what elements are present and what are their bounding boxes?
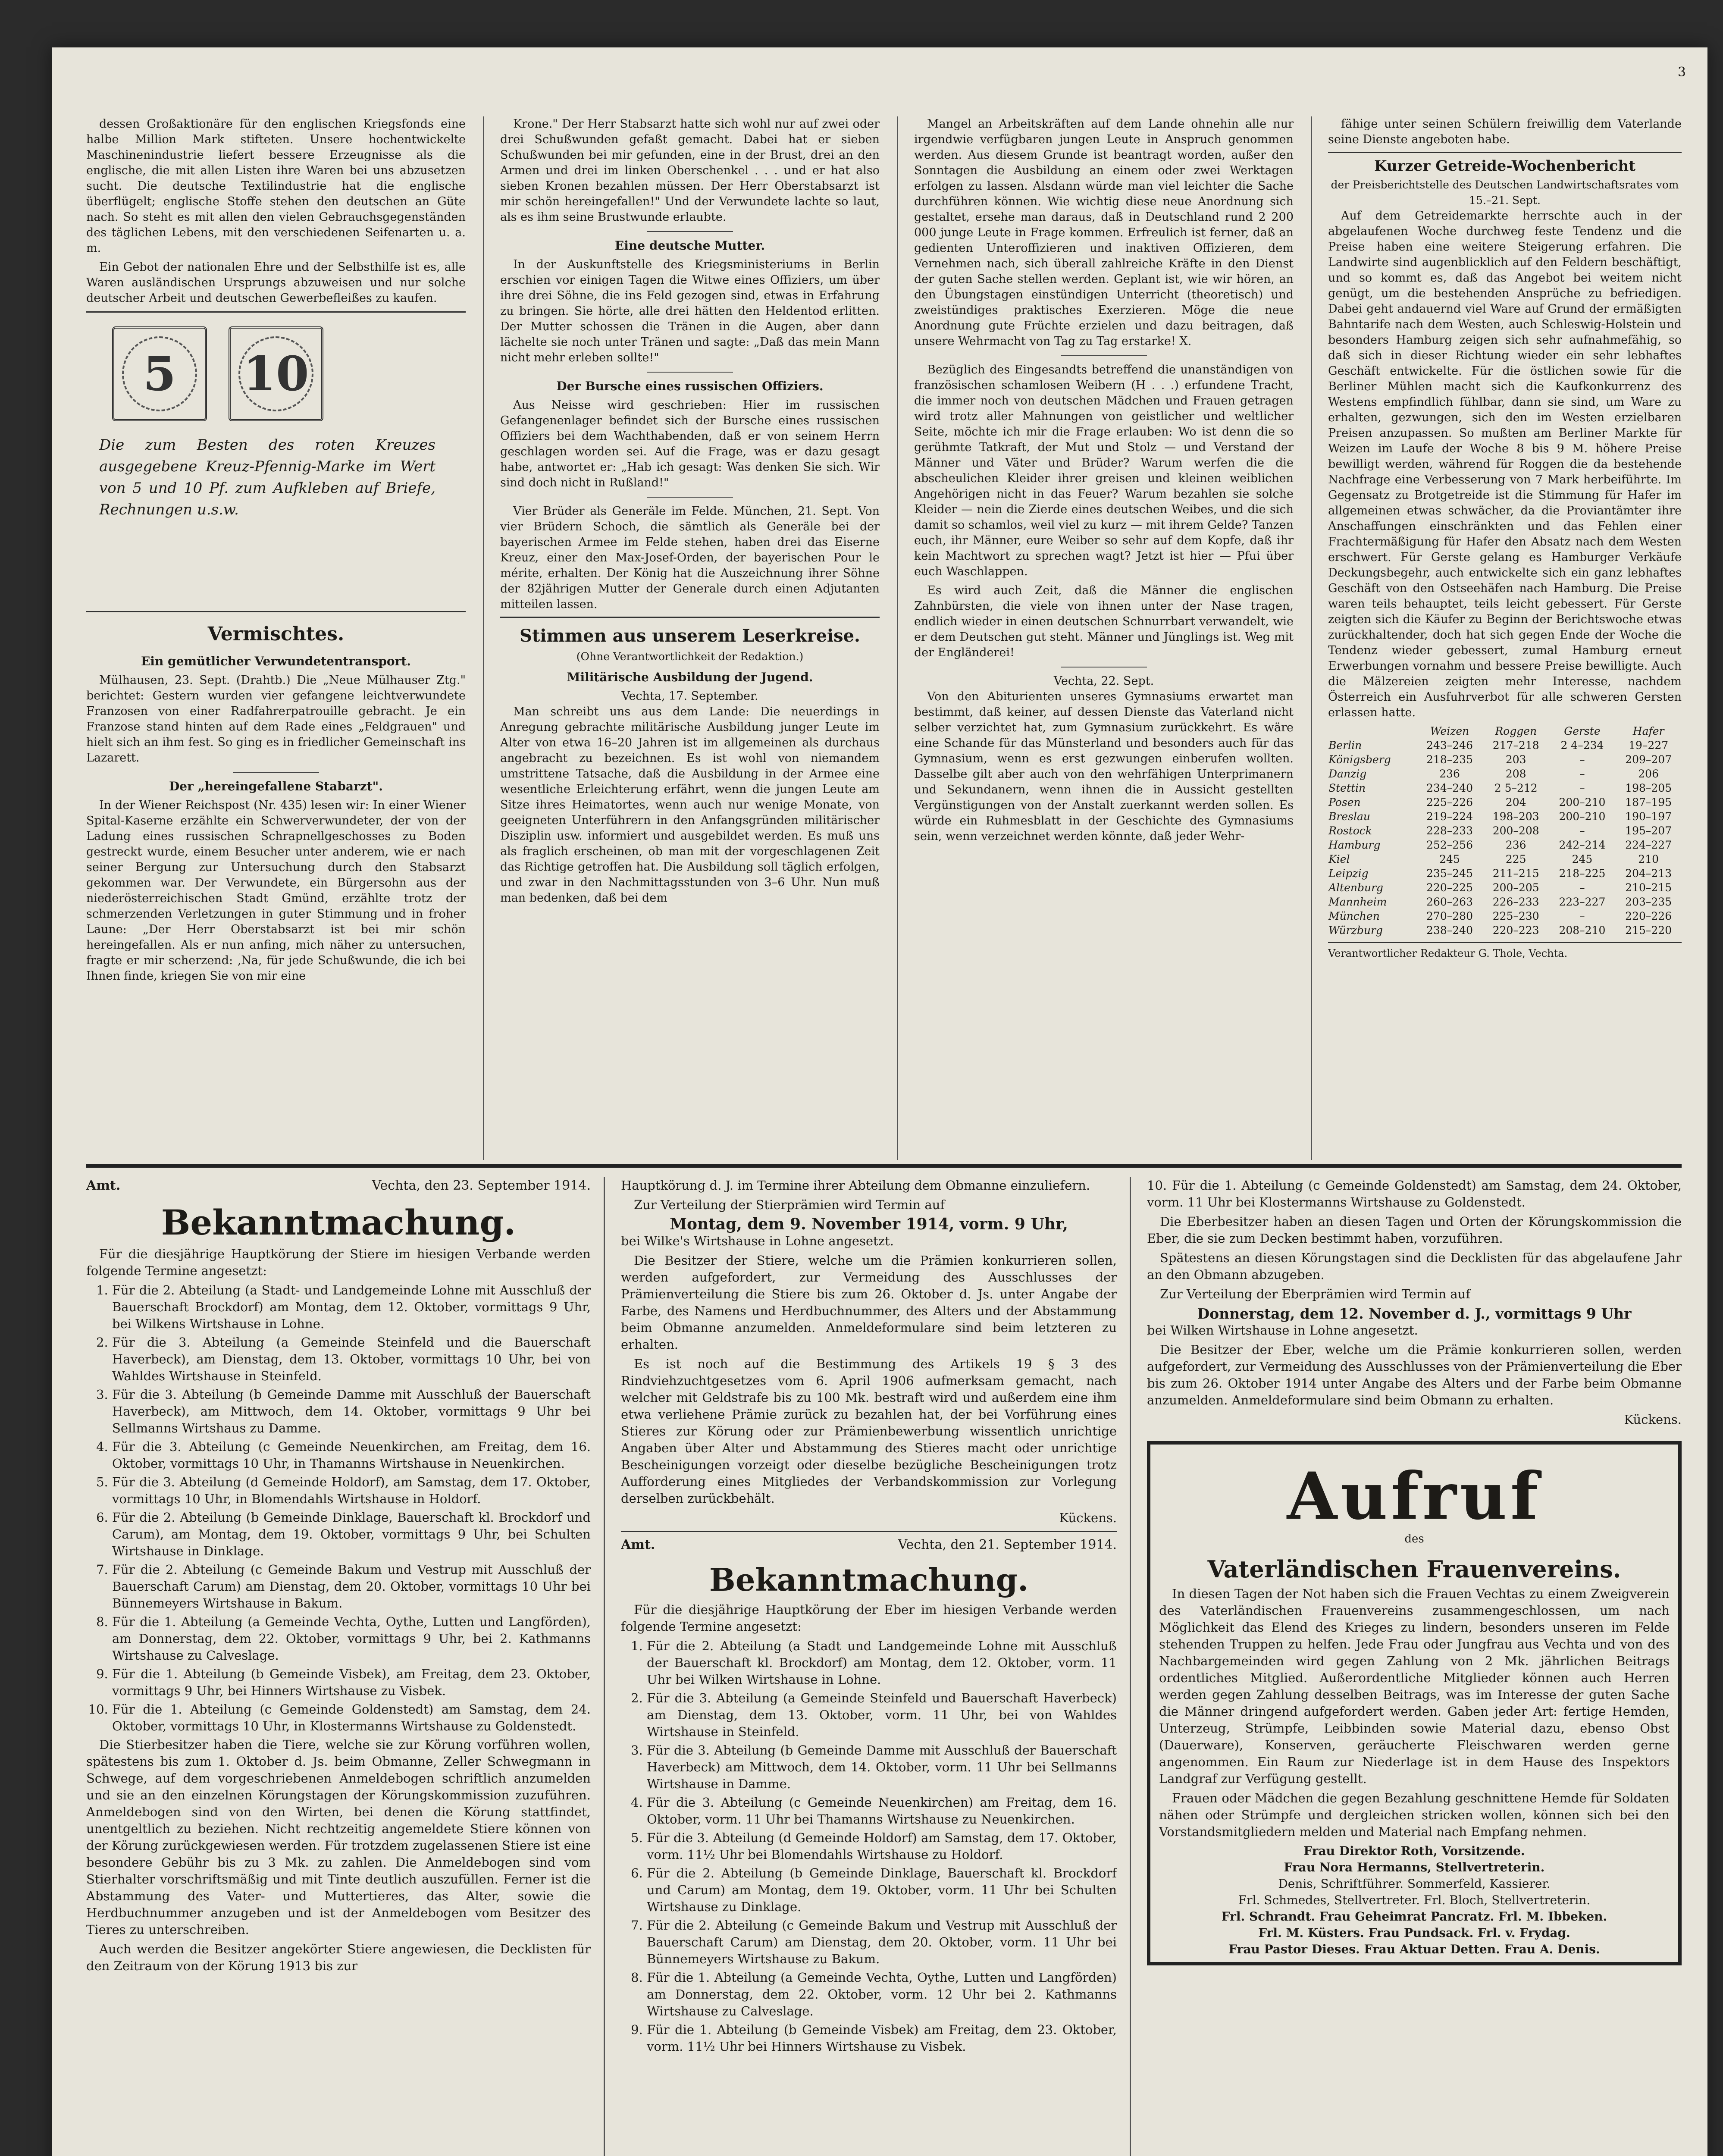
city-cell: Mannheim [1328, 896, 1387, 908]
aufruf-text: In diesen Tagen der Not haben sich die Frauen Vechtas zu einem Zweigverein des Vaterländischen Frauenvereins zusammengeschlossen, um nach Möglichkeit das Elend des Krieges zu lindern, besonders unseren im Felde stehenden Truppen zu helfen. Jede Frau oder Jungfrau aus Vechta und von des Nachbargemeinden wird gegen Zahlung von 2 Mk. jährlichen Beitrags ordentliches Mitglied. Außerordentliche Mitglieder können auch Herren werden gegen Zahlung desselben Beitrags, was im Interesse der guten Sache die Männer dringend aufgefordert werden. Gaben jeder Art: fertige Hemden, Unterzeug, Strümpfe, Leibbinden sowie Material dazu, ebenso Obst (Dauerware), Konserven, geräucherte Fleischwaren werden gerne angenommen. Ein Raum zur Niederlage ist in dem Hause des Inspektors Landgraf zur Verfügung gestellt. [1159, 1586, 1670, 1786]
notice-list [86, 1282, 591, 1735]
grain-price-table [1328, 724, 1682, 937]
article-dateline: Vechta, 17. September. [621, 689, 758, 703]
price-cell: 225 [1505, 853, 1526, 865]
price-cell: – [1579, 753, 1585, 766]
table-header: Hafer [1632, 725, 1664, 737]
city-cell: Danzig [1328, 768, 1367, 780]
aufruf-verein: Vaterländischen Frauenvereins. [1207, 1555, 1621, 1583]
divider [500, 617, 880, 618]
price-cell: 225–230 [1492, 910, 1539, 922]
price-cell: 234–240 [1426, 782, 1473, 794]
price-cell: 190–197 [1625, 810, 1672, 823]
section-heading: Stimmen aus unserem Leserkreise. [520, 626, 860, 646]
price-cell: 198–205 [1625, 782, 1672, 794]
table-row [1328, 824, 1682, 838]
notice-text: Zur Verteilung der Stierprämien wird Termin auf [634, 1197, 945, 1212]
price-cell: 245 [1572, 853, 1593, 865]
notice-list-item: 5. Für die 3. Abteilung (d Gemeinde Holdorf), am Samstag, dem 17. Oktober, vormittags 10 Uhr, in Blomendahls Wirtshause in Holdorf. [112, 1474, 591, 1507]
article-heading: Militärische Ausbildung der Jugend. [567, 670, 813, 684]
notice-date-emphasis: Montag, dem 9. November 1914, vorm. 9 Uhr, [670, 1215, 1068, 1233]
price-cell: 208–210 [1559, 924, 1606, 937]
notice-text: Die Besitzer der Eber, welche um die Prämie konkurrieren sollen, werden aufgefordert, zur Vermeidung des Ausschlusses von der Prämienverteilung die Eber bis zum 26. Oktober 1914 unter Angabe des Alters und der Farbe beim Obmanne anzumelden. Anmeldeformulare sind beim Obmann zu erhalten. [1147, 1342, 1682, 1407]
aufruf-signatory: Denis, Schriftführer. Sommerfeld, Kassierer. [1278, 1877, 1551, 1891]
price-cell: 260–263 [1426, 896, 1473, 908]
table-body [1328, 738, 1682, 937]
city-cell: Stettin [1328, 782, 1366, 794]
table-row [1328, 866, 1682, 881]
divider [1328, 942, 1682, 943]
notice-title: Bekanntmachung. [709, 1561, 1029, 1598]
article-heading: Eine deutsche Mutter. [614, 238, 765, 253]
table-header: Weizen [1430, 725, 1469, 737]
price-cell: 204–213 [1625, 867, 1672, 880]
city-cell: Kiel [1328, 853, 1350, 865]
price-cell: 218–235 [1426, 753, 1473, 766]
price-cell: 219–224 [1426, 810, 1473, 823]
notice-text: bei Wilke's Wirtshause in Lohne angesetzt. [621, 1234, 894, 1248]
city-cell: Königsberg [1328, 753, 1391, 766]
section-heading: Kurzer Getreide-Wochenbericht [1374, 157, 1635, 175]
price-cell: 195–207 [1625, 824, 1672, 837]
article-text: Man schreibt uns aus dem Lande: Die neuerdings in Anregung gebrachte militärische Ausbildung junger Leute im Alter von etwa 16–20 Jahren ist im allgemeinen als durchaus angebracht zu bezeichnen. Es ist wohl von niemandem umstrittene Tatsache, daß die Ausbildung in der Armee eine wesentliche Erleichterung erfährt, wenn die jungen Leute am Sitze ihres Heimatortes, wenn auch nur wenige Monate, von geeigneten Unterführern in den Anfangsgründen militärischer Disziplin usw. informiert und ausgebildet werden. Es muß uns als fraglich erscheinen, ob man mit der vorgeschlagenen Zeit das Richtige getroffen hat. Die Ausbildung soll täglich erfolgen, und zwar in den Nachmittagsstunden von 3–6 Uhr. Nun muß man bedenken, daß bei dem [500, 705, 880, 905]
table-header [1328, 724, 1416, 738]
notice-header [621, 1536, 1117, 1553]
newspaper-page [52, 47, 1707, 2156]
stamp-ring [122, 336, 197, 411]
notice-list-item: 4. Für die 3. Abteilung (c Gemeinde Neuenkirchen, am Freitag, dem 16. Oktober, vormittags 10 Uhr, in Thamanns Wirtshause in Neuenkirchen. [112, 1438, 591, 1472]
article-text: Krone." Der Herr Stabsarzt hatte sich wohl nur auf zwei oder drei Schußwunden gefaßt gemacht. Dabei hat er sieben Schußwunden bei mir gefunden, eine in der Brust, drei an den Armen und drei im linken Oberschenkel . . . und er hat also sieben Kronen bezahlen müssen. Der Herr Oberstabsarzt ist mir schön hereingefallen!" Und der Verwundete lachte so laut, als es ihm seine Brustwunde erlaubte. [500, 117, 880, 224]
notice-list-item: 7. Für die 2. Abteilung (c Gemeinde Bakum und Vestrup mit Ausschluß der Bauerschaft Carum) am Dienstag, dem 20. Oktober, vormittags 10 Uhr bei Bünnemeyers Wirtshause in Bakum. [112, 1561, 591, 1612]
article-text: In der Wiener Reichspost (Nr. 435) lesen wir: In einer Wiener Spital-Kaserne erzählte ein Schwerverwundeter, der von der Ladung eines russischen Schrapnellgeschosses zu Boden gestreckt wurde, einem Besucher unter anderem, wie er nach seiner Bergung zur Untersuchung durch den Stabsarzt gekommen war. Der Verwundete, ein Bürgersohn aus der niederösterreichischen Stadt Gmünd, erzählte trotz der schmerzenden Verletzungen in guter Stimmung und in froher Laune: „Der Herr Oberstabsarzt ist bei mir schön hereingefallen. Als er nun anfing, mich näher zu untersuchen, fragte er mir scherzend: ‚Na, für jede Schußwunde, die ich bei Ihnen finde, kriegen Sie von mir eine [86, 799, 466, 983]
notice-text: Spätestens an diesen Körungstagen sind die Decklisten für das abgelaufene Jahr an den Obmann abzugeben. [1147, 1250, 1682, 1282]
aufruf-box [1147, 1441, 1682, 1965]
column-1 [86, 116, 466, 1194]
city-cell: Altenburg [1328, 881, 1384, 894]
price-cell: 2 4–234 [1560, 739, 1604, 752]
amt-label: Amt. [86, 1178, 121, 1193]
price-cell: 220–226 [1625, 910, 1672, 922]
article-text: Vier Brüder als Generäle im Felde. München, 21. Sept. Von vier Brüdern Schoch, die sämtlich als Generäle bei der bayerischen Armee im Felde stehen, haben drei das Eiserne Kreuz, einer den Max-Josef-Orden, der bayerischen Pour le mérite, erhalten. Der König hat die Auszeichnung ihrer Söhne der 82jährigen Mutter der Generale durch einen Adjutanten mitteilen lassen. [500, 505, 880, 611]
article-text: dessen Großaktionäre für den englischen Kriegsfonds eine halbe Million Mark stifteten. Unsere hochentwickelte Maschinenindustrie liefert bessere Erzeugnisse als die englische, die mit allen Listen ihre Waren bei uns abzusetzen sucht. Die deutsche Textilindustrie hat die englische überflügelt; englische Stoffe stehen den deutschen an Güte nach. So steht es mit allen den vielen Gebrauchsgegenständen des täglichen Lebens, mit den verschiedenen Seifenarten u. a. m. [86, 117, 466, 255]
table-row [1328, 852, 1682, 866]
notice-signature: Kückens. [1059, 1510, 1117, 1525]
stamp-value: 5 [143, 346, 176, 401]
divider [1328, 152, 1682, 153]
notice-text: Es ist noch auf die Bestimmung des Artikels 19 § 3 des Rindviehzuchtgesetzes vom 6. April 1906 aufmerksam gemacht, nach welcher mit Geldstrafe bis zu 100 Mk. bestraft wird und außerdem eine ihm etwa verliehene Prämie zurück zu bezahlen hat, der bei Vorführung eines Stieres zur Körung oder zur Prämienbewerbung wissentlich unrichtige Angaben über Alter und Abstammung des Stieres macht oder unrichtige Bescheinigungen vorzeigt oder dieselbe bezügliche Bescheinigungen trotz Aufforderung eines Mitgliedes der Verbandskommission zur Vorlegung derselben zurückbehält. [621, 1357, 1117, 1506]
notice-text: Die Stierbesitzer haben die Tiere, welche sie zur Körung vorführen wollen, spätestens bis zum 1. Oktober d. Js. beim Obmanne, Zeller Schwegmann in Schwege, auf dem vorgeschriebenen Anmeldebogen schriftlich anzumelden und sie an den einzelnen Körungstagen der Körungskommission zuzuführen. Anmeldebogen sind von den Wirten, bei denen die Körung stattfindet, unentgeltlich zu beziehen. Nicht rechtzeitig angemeldete Stiere können von der Körung zurückgewiesen werden. Für trotzdem zugelassenen Stiere ist eine besondere Gebühr bis zu 3 Mk. zu zahlen. Die Anmeldebogen sind vom Stierhalter vorschriftsmäßig und mit Tinte deutlich auszufüllen. Ferner ist die Abstammung des Vater- und Muttertieres, das Alter, sowie die Herdbuchnummer anzugeben und ist der Anmeldebogen vom Besitzer des Tieres zu unterschreiben. [86, 1737, 591, 1937]
price-cell: 200–210 [1559, 796, 1606, 808]
notice-date: Vechta, den 21. September 1914. [898, 1537, 1117, 1552]
notice-text: Zur Verteilung der Eberprämien wird Termin auf [1160, 1287, 1471, 1301]
article-heading: Ein gemütlicher Verwundetentransport. [141, 654, 411, 668]
city-cell: Rostock [1328, 824, 1372, 837]
divider [647, 497, 733, 498]
city-cell: Posen [1328, 796, 1361, 808]
price-cell: 203–235 [1625, 896, 1672, 908]
notice-header [86, 1177, 591, 1194]
column-rule [483, 116, 484, 1160]
column-rule [897, 116, 898, 1160]
notice-text: bei Wilken Wirtshause in Lohne angesetzt. [1147, 1323, 1418, 1338]
notice-title: Bekanntmachung. [161, 1202, 516, 1243]
price-cell: 200–205 [1492, 881, 1539, 894]
column-rule [1311, 116, 1312, 1160]
price-cell: 223–227 [1559, 896, 1606, 908]
price-cell: 206 [1638, 768, 1659, 780]
aufruf-des: des [1404, 1532, 1424, 1545]
price-cell: 236 [1439, 768, 1460, 780]
aufruf-signatory: Frl. Schmedes, Stellvertreter. Frl. Bloch, Stellvertreterin. [1238, 1893, 1591, 1907]
city-cell: Hamburg [1328, 839, 1381, 851]
notice-list-item: 5. Für die 3. Abteilung (d Gemeinde Holdorf) am Samstag, dem 17. Oktober, vorm. 11½ Uhr bei Blomendahls Wirtshause zu Holdorf. [647, 1830, 1117, 1863]
stamp-10pf [229, 326, 323, 421]
price-cell: 217–218 [1492, 739, 1539, 752]
price-cell: 210–215 [1625, 881, 1672, 894]
notice-text: Die Besitzer der Stiere, welche um die Prämien konkurrieren sollen, werden aufgefordert, zur Vermeidung des Ausschlusses der Prämienverteilung die Stiere bis zum 26. Oktober d. Js. unter Angabe der Farbe, des Namens und Herdbuchnummer, des Alters und der Abstammung beim Obmanne anzumelden. Anmeldeformulare sind beim letzteren zu erhalten. [621, 1253, 1117, 1352]
price-cell: 198–203 [1492, 810, 1539, 823]
notice-list-item: 3. Für die 3. Abteilung (b Gemeinde Damme mit Ausschluß der Bauerschaft Haverbeck) am Mittwoch, dem 14. Oktober, vorm. 11 Uhr bei Sellmanns Wirtshause in Damme. [647, 1742, 1117, 1792]
price-cell: 2 5–212 [1494, 782, 1538, 794]
notice-list-item: 6. Für die 2. Abteilung (b Gemeinde Dinklage, Bauerschaft kl. Brockdorf und Carum) am Montag, dem 19. Oktober, vorm. 11 Uhr bei Schulten Wirtshause zu Dinklage. [647, 1865, 1117, 1915]
price-cell: 224–227 [1625, 839, 1672, 851]
table-header: Gerste [1564, 725, 1601, 737]
article-heading: Der Bursche eines russischen Offiziers. [556, 379, 824, 393]
amt-label: Amt. [621, 1537, 655, 1552]
city-cell: München [1328, 910, 1380, 922]
stamp-ring [238, 336, 313, 411]
notice-list-item: 8. Für die 1. Abteilung (a Gemeinde Vechta, Oythe, Lutten und Langförden) am Donnerstag, dem 22. Oktober, vorm. 12 Uhr bei 2. Kathmanns Wirtshause zu Calveslage. [647, 1969, 1117, 2020]
price-cell: 200–208 [1492, 824, 1539, 837]
section-divider [86, 1164, 1682, 1168]
price-cell: 215–220 [1625, 924, 1672, 937]
column-2 [500, 116, 880, 1194]
article-text: Auf dem Getreidemarkte herrschte auch in der abgelaufenen Woche durchweg feste Tendenz und die Preise haben eine weitere Steigerung erfahren. Die Landwirte sind augenblicklich auf den Feldern beschäftigt, und so kommt es, daß das Angebot bei weitem nicht genügt, um die bestehenden Ansprüche zu befriedigen. Dabei geht andauernd viel Ware auf Grund der ermäßigten Bahntarife nach dem Westen, auch Schleswig-Holstein und besonders Hamburg zeigen sich sehr aufnahmefähig, so daß sich in dieser Richtung wieder ein sehr lebhaftes Geschäft entwickelte. Für die östlichen sowie für die Berliner Mühlen macht sich die Kaufkonkurrenz des Westens empfindlich fühlbar, dann sie sind, um Ware zu erhalten, gezwungen, sich den im Westen erzielbaren Preisen anzupassen. So mußten am Berliner Markte für Weizen im Laufe der Woche 8 bis 9 M. höhere Preise bewilligt werden, während für Roggen die da bestehende Nachfrage eine Verbesserung von 7 Mark herbeiführte. Im Gegensatz zu Brotgetreide ist die Stimmung für Hafer im allgemeinen etwas schwächer, da die Proviantämter ihre Anschaffungen einschränkten und das Fehlen einer Frachtermäßigung für Hafer den Absatz nach dem Westen erschwert. Für Gerste gelang es Hamburger Verkäufe Deckungsbegehr, auch entwickelte sich ein ganz lebhaftes Geschäft von den Ostseehäfen nach Hamburg. Die Preise waren teils behauptet, teils leicht gebessert. Für Gerste zeigten sich die Käufer zu Beginn der Berichtswoche etwas zurückhaltender, doch hat sich gegen Ende der Woche die Tendenz wieder gebessert, zumal Hamburg erneut Erwerbungen vornahm und bessere Preise bewilligte. Auch die Mälzereien zeigten mehr Interesse, nachdem Österreich ein Ausfuhrverbot für alle schweren Gersten erlassen hatte. [1328, 209, 1682, 719]
aufruf-text: Frauen oder Mädchen die gegen Bezahlung geschnittene Hemde für Soldaten nähen oder Strümpfe und dergleichen stricken wollen, können sich bei den Vorstandsmitgliedern melden und Material nach Empfang nehmen. [1159, 1791, 1670, 1839]
table-header-row [1328, 724, 1682, 738]
table-row [1328, 923, 1682, 937]
notice-list-item: 6. Für die 2. Abteilung (b Gemeinde Dinklage, Bauerschaft kl. Brockdorf und Carum), am Montag, dem 19. Oktober, vormittags 9 Uhr, bei Schulten Wirtshause in Dinklage. [112, 1509, 591, 1560]
city-cell: Breslau [1328, 810, 1370, 823]
stamp-caption: Die zum Besten des roten Kreuzes ausgegebene Kreuz-Pfennig-Marke im Wert von 5 und 10 Pf. zum Aufkleben auf Briefe, Rechnungen u.s.w. [99, 436, 435, 518]
article-text: In der Auskunftstelle des Kriegsministeriums in Berlin erschien vor einigen Tagen die Witwe eines Offiziers, um über ihre drei Söhne, die ins Feld gezogen sind, etwas in Erfahrung zu bringen. Sie hörte, alle drei hätten den Heldentod erlitten. Der Mutter schossen die Tränen in die Augen, aber dann lächelte sie noch unter Tränen und sagte: „Daß das mein Mann nicht mehr erleben sollte!" [500, 258, 880, 364]
price-cell: 238–240 [1426, 924, 1473, 937]
column-3 [914, 116, 1294, 1194]
price-cell: – [1579, 881, 1585, 894]
price-cell: 236 [1505, 839, 1526, 851]
article-text: Mülhausen, 23. Sept. (Drahtb.) Die „Neue Mülhauser Ztg." berichtet: Gestern wurden vier gefangene leichtverwundete Franzosen von einer Radfahrerpatrouille gebracht. Je ein Franzose stand hinten auf dem Rade eines „Feldgrauen" und hielt sich an ihm fest. So ging es in friedlicher Gemeinschaft ins Lazarett. [86, 674, 466, 765]
price-cell: 203 [1505, 753, 1526, 766]
article-text: Ein Gebot der nationalen Ehre und der Selbsthilfe ist es, alle Waren ausländischen Ursprungs abzuweisen und nur solche deutscher Arbeit und deutschen Gewerbefleißes zu kaufen. [86, 260, 466, 305]
price-cell: 204 [1505, 796, 1526, 808]
table-row [1328, 795, 1682, 809]
column-4 [1328, 116, 1682, 1194]
aufruf-signatory: Frl. Schrandt. Frau Geheimrat Pancratz. Frl. M. Ibbeken. [1221, 1909, 1607, 1924]
section-subheading: der Preisberichtstelle des Deutschen Landwirtschaftsrates vom 15.–21. Sept. [1331, 179, 1679, 207]
notice-column-1 [86, 1177, 591, 2156]
editor-line: Verantwortlicher Redakteur G. Thole, Vechta. [1328, 947, 1568, 959]
divider [1061, 355, 1147, 356]
notice-signature: Kückens. [1624, 1412, 1682, 1427]
notice-text: Auch werden die Besitzer angekörter Stiere angewiesen, die Decklisten für den Zeitraum von der Körung 1913 bis zur [86, 1942, 591, 1973]
price-cell: 211–215 [1492, 867, 1539, 880]
aufruf-signatory: Frau Pastor Dieses. Frau Aktuar Detten. Frau A. Denis. [1228, 1942, 1600, 1956]
stamp-5pf [112, 326, 207, 421]
price-cell: 200–210 [1559, 810, 1606, 823]
price-cell: 209–207 [1625, 753, 1672, 766]
article-heading: Der „hereingefallene Stabarzt". [169, 779, 383, 793]
notice-column-3 [1147, 1177, 1682, 2156]
price-cell: 225–226 [1426, 796, 1473, 808]
page-number: 3 [1677, 65, 1686, 80]
aufruf-title: Aufruf [1287, 1458, 1542, 1534]
article-text: Mangel an Arbeitskräften auf dem Lande ohnehin alle nur irgendwie verfügbaren jungen Leute in Anspruch genommen werden. Aus diesem Grunde ist beantragt worden, außer den Sonntagen die Ausbildung an einem oder zwei Werktagen erfolgen zu lassen. Alsdann würde man viel leichter die Sache durchführen können. Wie wichtig diese neue Anordnung sich gestaltet, ersehe man daraus, daß in Deutschland rund 2 200 000 junge Leute in Frage kommen. Erfreulich ist ferner, daß an gedienten Unteroffizieren und inaktiven Offizieren, dem Vernehmen nach, sich überall zahlreiche Kräfte in den Dienst der guten Sache stellen werden. Geplant ist, wie wir hören, an den Übungstagen einstündigen Unterricht (theoretisch) und zweistündiges praktisches Exerzieren. Möge die neue Anordnung gute Früchte erzielen und dazu beitragen, daß unsere Wehrmacht von Tag zu Tag erstarke! X. [914, 117, 1294, 348]
divider [647, 372, 733, 373]
city-cell: Leipzig [1328, 867, 1369, 880]
section-note: (Ohne Verantwortlichkeit der Redaktion.) [576, 650, 804, 663]
notice-list-item: 10. Für die 1. Abteilung (c Gemeinde Goldenstedt) am Samstag, dem 24. Oktober, vormittags 10 Uhr, in Klostermanns Wirtshause zu Goldenstedt. [112, 1701, 591, 1735]
price-cell: 245 [1439, 853, 1460, 865]
table-row [1328, 809, 1682, 824]
city-cell: Berlin [1328, 739, 1362, 752]
notice-list [621, 1638, 1117, 2055]
column-rule [1130, 1177, 1131, 2156]
price-cell: 226–233 [1492, 896, 1539, 908]
price-cell: 218–225 [1559, 867, 1606, 880]
price-cell: 210 [1638, 853, 1659, 865]
divider [86, 311, 466, 313]
article-text: Es wird auch Zeit, daß die Männer die englischen Zahnbürsten, die viele von ihnen unter der Nase tragen, endlich wieder in einen deutschen Schnurrbart verwandelt, wie er dem Deutschen gut steht. Männer und Jünglings ist. Weg mit der Engländerei! [914, 584, 1294, 659]
notice-list-item: 3. Für die 3. Abteilung (b Gemeinde Damme mit Ausschluß der Bauerschaft Haverbeck), am Mittwoch, dem 14. Oktober, vormittags 9 Uhr bei Sellmanns Wirtshaus zu Damme. [112, 1386, 591, 1437]
price-cell: 208 [1505, 768, 1526, 780]
city-cell: Würzburg [1328, 924, 1383, 937]
price-cell: 270–280 [1426, 910, 1473, 922]
price-cell: 228–233 [1426, 824, 1473, 837]
notice-list-item: 8. Für die 1. Abteilung (a Gemeinde Vechta, Oythe, Lutten und Langförden), am Donnerstag, dem 22. Oktober, vormittags 9 Uhr, bei 2. Kathmanns Wirtshause zu Calveslage. [112, 1614, 591, 1664]
article-text: Bezüglich des Eingesandts betreffend die unanständigen von französischen schamlosen Weibern (H . . .) erfundene Tracht, die immer noch von deutschen Mädchen und Frauen getragen wird trotz aller Mahnungen von geistlicher und weltlicher Seite, möchte ich mir die Frage erlauben: Wo ist denn die so gerühmte Tatkraft, der Mut und Stolz — und Verstand der Männer und Väter und Brüder? Warum werfen die die abscheulichen Kleider ihrer greisen und kleinen weiblichen Angehörigen nicht in das Feuer? Warum bezahlen sie solche Kleider — nein die Zierde eines deutschen Weibes, und die sich damit so schamlos, weil viel zu kurz — mit ihrem Gelde? Tanzen euch, ihr Männer, eure Weiber so sehr auf dem Kopfe, daß ihr kein Machtwort zu sprechen wagt? Jetzt ist hier — Pfui über euch Waschlappen. [914, 363, 1294, 578]
price-cell: 220–225 [1426, 881, 1473, 894]
notice-list-item: 7. Für die 2. Abteilung (c Gemeinde Bakum und Vestrup mit Ausschluß der Bauerschaft Carum) am Dienstag, dem 20. Oktober, vorm. 11 Uhr bei Bünnemeyers Wirtshause zu Bakum. [647, 1917, 1117, 1968]
notice-text: 10. Für die 1. Abteilung (c Gemeinde Goldenstedt) am Samstag, dem 24. Oktober, vorm. 11 Uhr bei Klostermanns Wirtshause zu Goldenstedt. [1147, 1178, 1682, 1210]
divider [86, 611, 466, 612]
notice-list-item: 1. Für die 2. Abteilung (a Stadt- und Landgemeinde Lohne mit Ausschluß der Bauerschaft Brockdorf) am Montag, dem 12. Oktober, vormittags 9 Uhr, bei Wilkens Wirtshause in Lohne. [112, 1282, 591, 1332]
price-cell: – [1579, 768, 1585, 780]
price-cell: 19–227 [1629, 739, 1669, 752]
table-row [1328, 767, 1682, 781]
article-text: Von den Abiturienten unseres Gymnasiums erwartet man bestimmt, daß keiner, auf dessen Dienste das Vaterland nicht selber verzichtet hat, zum Gymnasium zurückkehrt. Es wäre eine Schande für das Münsterland und besonders auch für das Gymnasium, wenn es erst gezwungen einberufen wollten. Dasselbe gilt aber auch von den wehrfähigen Unterprimanern und Sekundanern, wenn ihnen die in Aussicht gestellten Vergünstigungen von der Anstalt zuerkannt werden sollen. Es würde ein Ruhmesblatt in der Geschichte des Gymnasiums sein, wenn verzeichnet werden könnte, daß jeder Wehr- [914, 690, 1294, 843]
price-cell: – [1579, 824, 1585, 837]
price-cell: – [1579, 782, 1585, 794]
notice-list-item: 4. Für die 3. Abteilung (c Gemeinde Neuenkirchen) am Freitag, dem 16. Oktober, vorm. 11 Uhr bei Thamanns Wirtshause zu Neuenkirchen. [647, 1794, 1117, 1828]
price-cell: 252–256 [1426, 839, 1473, 851]
price-cell: 242–214 [1559, 839, 1606, 851]
column-rule [604, 1177, 605, 2156]
notice-text: Die Eberbesitzer haben an diesen Tagen und Orten der Körungskommission die Eber, die sie zum Decken bestimmt haben, vorzuführen. [1147, 1214, 1682, 1246]
price-cell: 235–245 [1426, 867, 1473, 880]
table-row [1328, 895, 1682, 909]
notice-list-item: 1. Für die 2. Abteilung (a Stadt und Landgemeinde Lohne mit Ausschluß der Bauerschaft kl. Brockdorf) am Montag, dem 12. Oktober, vorm. 11 Uhr bei Wilken Wirtshause in Lohne. [647, 1638, 1117, 1688]
table-row [1328, 881, 1682, 895]
table-row [1328, 838, 1682, 852]
notice-list-item: 9. Für die 1. Abteilung (b Gemeinde Visbek), am Freitag, dem 23. Oktober, vormittags 9 Uhr, bei Hinners Wirtshause zu Visbek. [112, 1666, 591, 1699]
notice-date-emphasis: Donnerstag, dem 12. November d. J., vormittags 9 Uhr [1197, 1305, 1632, 1322]
stamp-illustration [86, 318, 466, 611]
notice-text: Hauptkörung d. J. im Termine ihrer Abteilung dem Obmanne einzuliefern. [621, 1178, 1090, 1193]
notice-text: Für die diesjährige Hauptkörung der Stiere im hiesigen Verbande werden folgende Termine angesetzt: [86, 1247, 591, 1278]
aufruf-signatory: Frl. M. Küsters. Frau Pundsack. Frl. v. Frydag. [1258, 1926, 1570, 1940]
price-cell: – [1579, 910, 1585, 922]
table-row [1328, 909, 1682, 923]
divider [647, 231, 733, 232]
table-row [1328, 781, 1682, 795]
notice-date: Vechta, den 23. September 1914. [372, 1178, 591, 1193]
notice-list-item: 9. Für die 1. Abteilung (b Gemeinde Visbek) am Freitag, dem 23. Oktober, vorm. 11½ Uhr bei Hinners Wirtshause zu Visbek. [647, 2021, 1117, 2055]
table-header: Roggen [1495, 725, 1537, 737]
price-cell: 243–246 [1426, 739, 1473, 752]
divider [621, 1531, 1117, 1532]
notice-text: Für die diesjährige Hauptkörung der Eber im hiesigen Verbande werden folgende Termine angesetzt: [621, 1602, 1117, 1634]
aufruf-signatory: Frau Nora Hermanns, Stellvertreterin. [1284, 1860, 1545, 1874]
stamp-value: 10 [243, 346, 309, 401]
notice-list-item: 2. Für die 3. Abteilung (a Gemeinde Steinfeld und die Bauerschaft Haverbeck), am Dienstag, dem 13. Oktober, vormittags 10 Uhr, bei von Wahldes Wirtshause in Steinfeld. [112, 1334, 591, 1385]
notice-column-2 [621, 1177, 1117, 2156]
aufruf-signatory: Frau Direktor Roth, Vorsitzende. [1303, 1844, 1525, 1858]
price-cell: 187–195 [1625, 796, 1672, 808]
notice-list-item: 2. Für die 3. Abteilung (a Gemeinde Steinfeld und Bauerschaft Haverbeck) am Dienstag, dem 13. Oktober, vorm. 11 Uhr, bei von Wahldes Wirtshause in Steinfeld. [647, 1690, 1117, 1740]
table-row [1328, 752, 1682, 767]
article-text: Aus Neisse wird geschrieben: Hier im russischen Gefangenenlager befindet sich der Bursche eines russischen Offiziers bei dem Wachthabenden, daß er von seinem Herrn geschlagen worden sei. Auf die Frage, was er dazu gesagt habe, antwortet er: „Hab ich gesagt: Was denken Sie sich. Wir sind doch nicht in Rußland!" [500, 398, 880, 489]
article-text: fähige unter seinen Schülern freiwillig dem Vaterlande seine Dienste angeboten habe. [1328, 117, 1682, 146]
section-heading: Vermischtes. [207, 623, 345, 645]
price-cell: 220–223 [1492, 924, 1539, 937]
table-row [1328, 738, 1682, 752]
article-dateline: Vechta, 22. Sept. [1053, 674, 1154, 688]
divider [233, 772, 319, 773]
